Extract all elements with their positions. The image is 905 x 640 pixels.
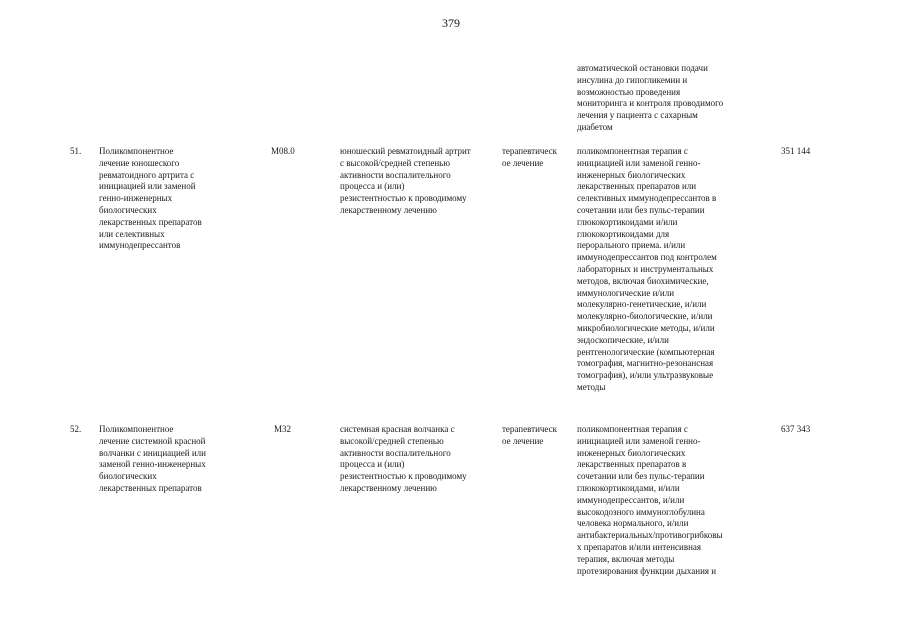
- row-number: 52.: [70, 424, 82, 434]
- treatment-type: терапевтическ ое лечение: [502, 424, 558, 446]
- patient-model: юношеский ревматоидный артрит с высокой/средней степенью активности воспалительного процесса и (или) резистентностью к проводимому лекарственному лечению: [340, 146, 471, 215]
- treatment-type: терапевтическ ое лечение: [502, 146, 558, 168]
- treatment-name: Поликомпонентное лечение системной красной волчанки с инициацией или заменой генно-инженерных биологических лекарственных препаратов: [99, 424, 206, 493]
- continued-method-text: автоматической остановки подачи инсулина до гипогликемии и возможностью проведения мониторинга и контроля проводимого лечения у пациента с сахарным диабетом: [577, 63, 724, 132]
- treatment-method: поликомпонентная терапия с инициацией или заменой генно- инженерных биологических лекарственных препаратов или селективных иммунодепрессантов в сочетании или без пульс-терапии глюкокортикоидами и/или глюкокортикоидами для перорального приема. и/или иммунодепрессантов под контролем лабораторных и инструментальных методов, включая биохимические, иммунологические и/или молекулярно-генетические, и/или молекулярно-биологические, и/или микробиологические методы, и/или эндоскопические, и/или рентгенологические (компьютерная томография, магнитно-резонансная томография), и/или ультразвуковые методы: [577, 146, 717, 392]
- treatment-name: Поликомпонентное лечение юношеского ревматоидного артрита с инициацией или заменой генно-инженерных биологических лекарственных препаратов или селективных иммунодепрессантов: [99, 146, 202, 251]
- page-number: 379: [442, 16, 460, 30]
- row-number: 51.: [70, 146, 82, 156]
- icd-code: M08.0: [271, 146, 295, 156]
- icd-code: M32: [274, 424, 292, 434]
- cost-value: 637 343: [781, 424, 811, 434]
- treatment-method: поликомпонентная терапия с инициацией или заменой генно- инженерных биологических лекарственных препаратов в сочетании или без пульс-терапии глюкокортикоидами, и/или иммунодепрессантов, и/или высокодозного иммуноглобулина человека нормального, и/или антибактериальных/противогрибковы х препаратов и/или интенсивная терапия, включая методы протезирования функции дыхания и: [577, 424, 723, 576]
- patient-model: системная красная волчанка с высокой/средней степенью активности воспалительного процесса и (или) резистентностью к проводимому лекарственному лечению: [340, 424, 467, 493]
- cost-value: 351 144: [781, 146, 811, 156]
